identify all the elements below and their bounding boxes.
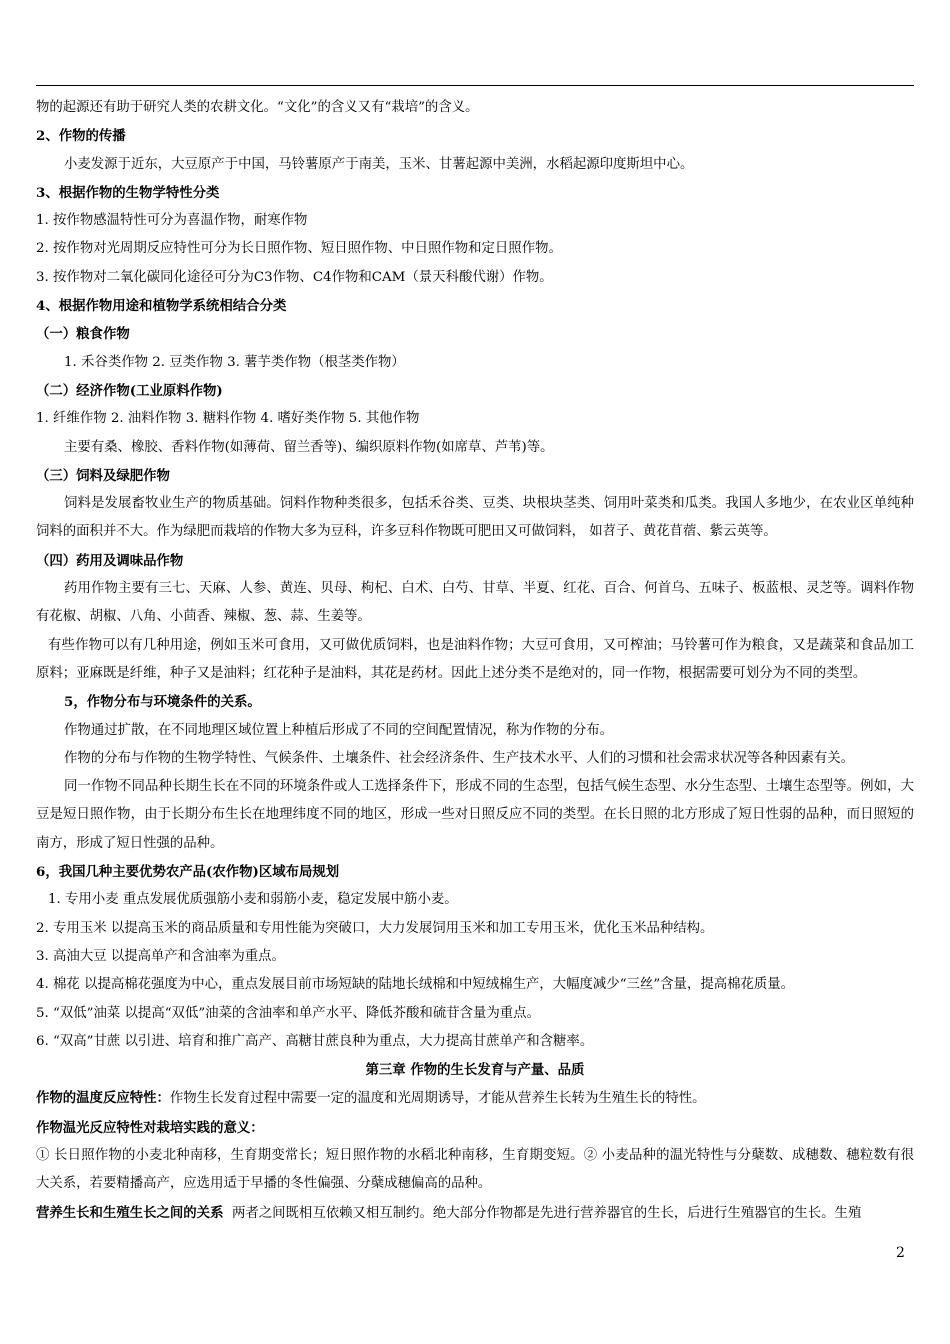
- list-item: 3. 按作物对二氧化碳同化途径可分为C3作物、C4作物和CAM（景天科酸代谢）作物。: [36, 269, 553, 285]
- section-heading: 5，作物分布与环境条件的关系。: [64, 694, 261, 711]
- list-item: 1. 纤维作物 2. 油料作物 3. 糖料作物 4. 嗜好类作物 5. 其他作物: [36, 411, 420, 427]
- paragraph: 主要有桑、橡胶、香料作物(如薄荷、留兰香等)、编织原料作物(如席草、芦苇)等。: [64, 439, 554, 455]
- section-heading: 作物温光反应特性对栽培实践的意义：: [36, 1119, 264, 1136]
- list-item: 1. 专用小麦 重点发展优质强筋小麦和弱筋小麦，稳定发展中筋小麦。: [48, 892, 458, 908]
- header-rule: [36, 85, 914, 86]
- paragraph: 饲料是发展畜牧业生产的物质基础。饲料作物种类很多，包括禾谷类、豆类、块根块茎类、饲用叶菜类和瓜类。我国人多地少，在农业区单纯种饲料的面积并不大。作为绿肥而栽培的作物大多为豆科，许多豆科作物既可肥田又可做饲料， 如苕子、黄花苜蓿、紫云英等。: [36, 496, 914, 540]
- definition-paragraph: [36, 1084, 914, 1113]
- paragraph: 作物通过扩散，在不同地理区域位置上种植后形成了不同的空间配置情况，称为作物的分布。: [64, 722, 614, 738]
- definition-text: 两者之间既相互依赖又相互制约。绝大部分作物都是先进行营养器官的生长，后进行生殖器官的生长。生殖: [223, 1205, 862, 1221]
- list-item: 2. 按作物对光周期反应特性可分为长日照作物、短日照作物、中日照作物和定日照作物。: [36, 241, 562, 257]
- definition-term: 营养生长和生殖生长之间的关系: [36, 1204, 224, 1221]
- paragraph: 作物的分布与作物的生物学特性、气候条件、土壤条件、社会经济条件、生产技术水平、人们的习惯和社会需求状况等各种因素有关。: [64, 750, 855, 766]
- subsection-heading: （四）药用及调味品作物: [36, 552, 184, 569]
- paragraph: 同一作物不同品种长期生长在不同的环境条件或人工选择条件下，形成不同的生态型，包括气候生态型、水分生态型、土壤生态型等。例如，大豆是短日照作物，由于长期分布生长在地理纬度不同的地区，形成一些对日照反应不同的类型。在长日照的北方形成了短日性弱的品种，而日照短的南方，形成了短日性强的品种。: [36, 779, 914, 851]
- definition-text: 作物生长发育过程中需要一定的温度和光周期诱导，才能从营养生长转为生殖生长的特性。: [169, 1091, 706, 1107]
- subsection-heading: （一）粮食作物: [36, 326, 130, 343]
- definition-paragraph: [36, 1199, 914, 1228]
- list-item: 1. 按作物感温特性可分为喜温作物，耐寒作物: [36, 213, 308, 229]
- list-item: 4. 棉花 以提高棉花强度为中心，重点发展目前市场短缺的陆地长绒棉和中短绒棉生产，大幅度减少“三丝”含量，提高棉花质量。: [36, 977, 795, 993]
- paragraph: 药用作物主要有三七、天麻、人参、黄连、贝母、枸杞、白术、白芍、甘草、半夏、红花、百合、何首乌、五味子、板蓝根、灵芝等。调料作物有花椒、胡椒、八角、小茴香、辣椒、葱、蒜、生姜等。: [36, 581, 914, 625]
- list-item: 1. 禾谷类作物 2. 豆类作物 3. 薯芋类作物（根茎类作物）: [64, 354, 405, 370]
- paragraph: 物的起源还有助于研究人类的农耕文化。“文化”的含义又有“栽培”的含义。: [36, 100, 479, 115]
- paragraph: ① 长日照作物的小麦北种南移，生育期变常长；短日照作物的水稻北种南移，生育期变短。② 小麦品种的温光特性与分蘖数、成穗数、穗粒数有很大关系，若要精播高产，应选用适于早播的冬性偏强、分蘖成穗偏高的品种。: [36, 1147, 914, 1192]
- list-item: 5. “双低”油菜 以提高“双低”油菜的含油率和单产水平、降低芥酸和硫苷含量为重点。: [36, 1005, 540, 1021]
- page-body: [36, 94, 914, 1228]
- section-heading: 2、作物的传播: [36, 128, 126, 145]
- list-item: 2. 专用玉米 以提高玉米的商品质量和专用性能为突破口，大力发展饲用玉米和加工专用玉米，优化玉米品种结构。: [36, 920, 714, 936]
- list-item: 3. 高油大豆 以提高单产和含油率为重点。: [36, 948, 285, 964]
- section-heading: 4、根据作物用途和植物学系统相结合分类: [36, 298, 287, 315]
- paragraph: 小麦发源于近东，大豆原产于中国，马铃薯原产于南美，玉米、甘薯起源中美洲，水稻起源印度斯坦中心。: [64, 156, 694, 172]
- list-item: 6. “双高”甘蔗 以引进、培育和推广高产、高糖甘蔗良种为重点，大力提高甘蔗单产和含糖率。: [36, 1033, 594, 1049]
- definition-term: 作物的温度反应特性：: [36, 1090, 170, 1107]
- subsection-heading: （二）经济作物(工业原料作物): [36, 382, 223, 399]
- subsection-heading: （三）饲料及绿肥作物: [36, 467, 170, 484]
- chapter-title: 第三章 作物的生长发育与产量、品质: [365, 1062, 585, 1079]
- paragraph: 有些作物可以有几种用途，例如玉米可食用，又可做优质饲料，也是油料作物；大豆可食用，又可榨油；马铃薯可作为粮食，又是蔬菜和食品加工原料；亚麻既是纤维，种子又是油料；红花种子是油料，其花是药材。因此上述分类不是绝对的，同一作物，根据需要可划分为不同的类型。: [36, 637, 914, 681]
- page-number: 2: [896, 1245, 905, 1261]
- section-heading: 6，我国几种主要优势农产品(农作物)区域布局规划: [36, 864, 340, 881]
- section-heading: 3、根据作物的生物学特性分类: [36, 184, 220, 201]
